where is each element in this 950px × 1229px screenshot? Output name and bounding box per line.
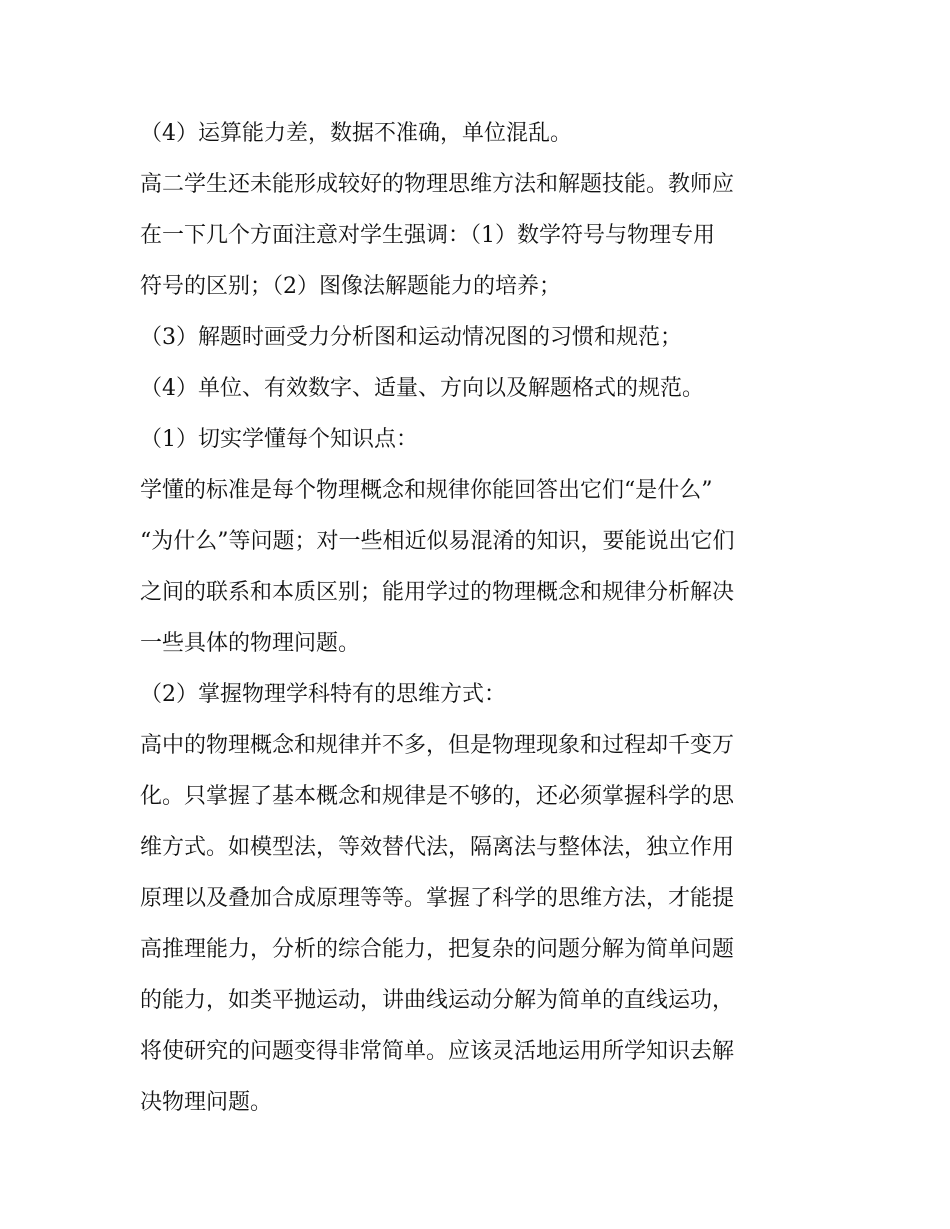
document-page [140,108,812,1128]
text-line: 将使研究的问题变得非常简单。应该灵活地运用所学知识去解 [140,1039,735,1064]
text-line: 在一下几个方面注意对学生强调：（1）数学符号与物理专用 [140,223,715,248]
text-line: “为什么”等问题；对一些相近似易混淆的知识，要能说出它们 [140,529,735,554]
text-line: 学懂的标准是每个物理概念和规律你能回答出它们“是什么” [140,478,713,503]
text-line: 高推理能力，分析的综合能力，把复杂的问题分解为简单问题 [140,937,735,962]
text-line: （3）解题时画受力分析图和运动情况图的习惯和规范； [140,325,682,350]
text-line: 高中的物理概念和规律并不多，但是物理现象和过程却千变万 [140,733,735,758]
text-line: 原理以及叠加合成原理等等。掌握了科学的思维方法，才能提 [140,886,735,911]
text-line: 一些具体的物理问题。 [140,631,361,656]
text-line: 决物理问题。 [140,1090,273,1115]
text-line: 的能力，如类平抛运动，讲曲线运动分解为简单的直线运功， [140,988,735,1013]
text-line: 化。只掌握了基本概念和规律是不够的，还必须掌握科学的思 [140,784,735,809]
text-line: （4）单位、有效数字、适量、方向以及解题格式的规范。 [140,376,704,401]
text-line: （2）掌握物理学科特有的思维方式： [140,682,506,707]
text-line: 维方式。如模型法，等效替代法，隔离法与整体法，独立作用 [140,835,735,860]
text-line: （1）切实学懂每个知识点： [140,427,418,452]
text-line: 高二学生还未能形成较好的物理思维方法和解题技能。教师应 [140,172,735,197]
text-line: （4）运算能力差，数据不准确，单位混乱。 [140,121,572,146]
text-line: 之间的联系和本质区别；能用学过的物理概念和规律分析解决 [140,580,735,605]
text-line: 符号的区别；（2）图像法解题能力的培养； [140,274,561,299]
